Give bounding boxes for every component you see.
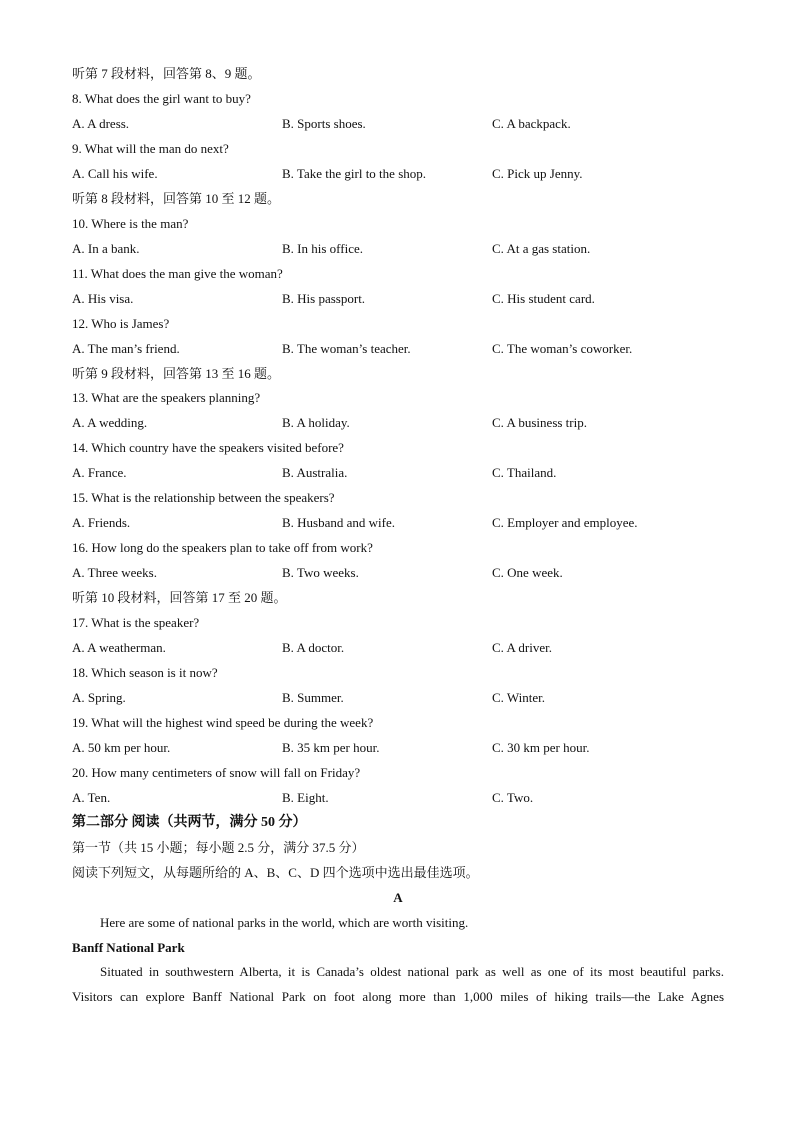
question-8: 8. What does the girl want to buy? [72, 91, 251, 106]
park-heading: Banff National Park [72, 940, 185, 955]
options-11 [72, 286, 724, 311]
options-12 [72, 336, 724, 361]
reading-part-title: 第二部分 阅读（共两节，满分 50 分） [72, 815, 307, 830]
option-a[interactable]: A. A dress. [72, 116, 130, 131]
option-c[interactable]: C. 30 km per hour. [492, 740, 590, 755]
question-13: 13. What are the speakers planning? [72, 390, 261, 405]
option-a[interactable]: A. Ten. [72, 790, 111, 805]
option-a[interactable]: A. Friends. [72, 515, 131, 530]
option-c[interactable]: C. A backpack. [492, 116, 571, 131]
option-b[interactable]: B. 35 km per hour. [282, 740, 380, 755]
section-8-instruction: 听第 8 段材料，回答第 10 至 12 题。 [72, 191, 281, 206]
question-12: 12. Who is James? [72, 316, 170, 331]
option-a[interactable]: A. His visa. [72, 291, 134, 306]
options-17 [72, 635, 724, 660]
passage-label: A [393, 890, 403, 905]
option-b[interactable]: B. A holiday. [282, 415, 350, 430]
option-a[interactable]: A. Spring. [72, 690, 126, 705]
option-b[interactable]: B. His passport. [282, 291, 366, 306]
option-a[interactable]: A. The man’s friend. [72, 341, 180, 356]
option-b[interactable]: B. In his office. [282, 241, 363, 256]
options-10 [72, 236, 724, 261]
question-9: 9. What will the man do next? [72, 141, 229, 156]
option-c[interactable]: C. A driver. [492, 640, 552, 655]
section-10-instruction: 听第 10 段材料，回答第 17 至 20 题。 [72, 590, 287, 605]
options-19 [72, 735, 724, 760]
option-b[interactable]: B. Eight. [282, 790, 329, 805]
question-11: 11. What does the man give the woman? [72, 266, 283, 281]
option-b[interactable]: B. Summer. [282, 690, 344, 705]
options-9 [72, 161, 724, 186]
option-b[interactable]: B. The woman’s teacher. [282, 341, 411, 356]
option-b[interactable]: B. Take the girl to the shop. [282, 166, 426, 181]
options-8 [72, 111, 724, 136]
paragraph-line: Situated in southwestern Alberta, it is Canada’s oldest national park as well as one of its most beautiful parks. [100, 964, 724, 979]
option-a[interactable]: A. A wedding. [72, 415, 148, 430]
options-13 [72, 410, 724, 435]
option-b[interactable]: B. Australia. [282, 465, 348, 480]
option-c[interactable]: C. Two. [492, 790, 534, 805]
question-20: 20. How many centimeters of snow will fall on Friday? [72, 765, 361, 780]
options-16 [72, 560, 724, 585]
options-20 [72, 785, 724, 810]
option-c[interactable]: C. His student card. [492, 291, 595, 306]
option-a[interactable]: A. Call his wife. [72, 166, 158, 181]
question-15: 15. What is the relationship between the speakers? [72, 490, 335, 505]
question-18: 18. Which season is it now? [72, 665, 218, 680]
option-b[interactable]: B. Sports shoes. [282, 116, 366, 131]
option-b[interactable]: B. Two weeks. [282, 565, 359, 580]
section-9-instruction: 听第 9 段材料，回答第 13 至 16 题。 [72, 366, 281, 381]
passage-intro: Here are some of national parks in the world, which are worth visiting. [100, 915, 469, 930]
question-19: 19. What will the highest wind speed be during the week? [72, 715, 374, 730]
option-a[interactable]: A. 50 km per hour. [72, 740, 171, 755]
option-c[interactable]: C. One week. [492, 565, 563, 580]
option-c[interactable]: C. At a gas station. [492, 241, 591, 256]
options-18 [72, 685, 724, 710]
reading-instruction: 阅读下列短文，从每题所给的 A、B、C、D 四个选项中选出最佳选项。 [72, 865, 479, 880]
options-15 [72, 510, 724, 535]
question-10: 10. Where is the man? [72, 216, 189, 231]
option-c[interactable]: C. A business trip. [492, 415, 587, 430]
reading-section-1-title: 第一节（共 15 小题；每小题 2.5 分，满分 37.5 分） [72, 840, 365, 855]
section-7-instruction: 听第 7 段材料，回答第 8、9 题。 [72, 66, 261, 81]
question-14: 14. Which country have the speakers visited before? [72, 440, 344, 455]
option-b[interactable]: B. Husband and wife. [282, 515, 396, 530]
question-17: 17. What is the speaker? [72, 615, 200, 630]
option-c[interactable]: C. Pick up Jenny. [492, 166, 583, 181]
option-c[interactable]: C. The woman’s coworker. [492, 341, 633, 356]
option-a[interactable]: A. Three weeks. [72, 565, 157, 580]
option-c[interactable]: C. Winter. [492, 690, 546, 705]
option-a[interactable]: A. France. [72, 465, 127, 480]
option-a[interactable]: A. A weatherman. [72, 640, 166, 655]
option-c[interactable]: C. Thailand. [492, 465, 557, 480]
options-14 [72, 460, 724, 485]
option-a[interactable]: A. In a bank. [72, 241, 140, 256]
paragraph-line: Visitors can explore Banff National Park on foot along more than 1,000 miles of hiking trails—the Lake Agnes [72, 989, 724, 1004]
question-16: 16. How long do the speakers plan to take off from work? [72, 540, 373, 555]
option-b[interactable]: B. A doctor. [282, 640, 345, 655]
option-c[interactable]: C. Employer and employee. [492, 515, 638, 530]
